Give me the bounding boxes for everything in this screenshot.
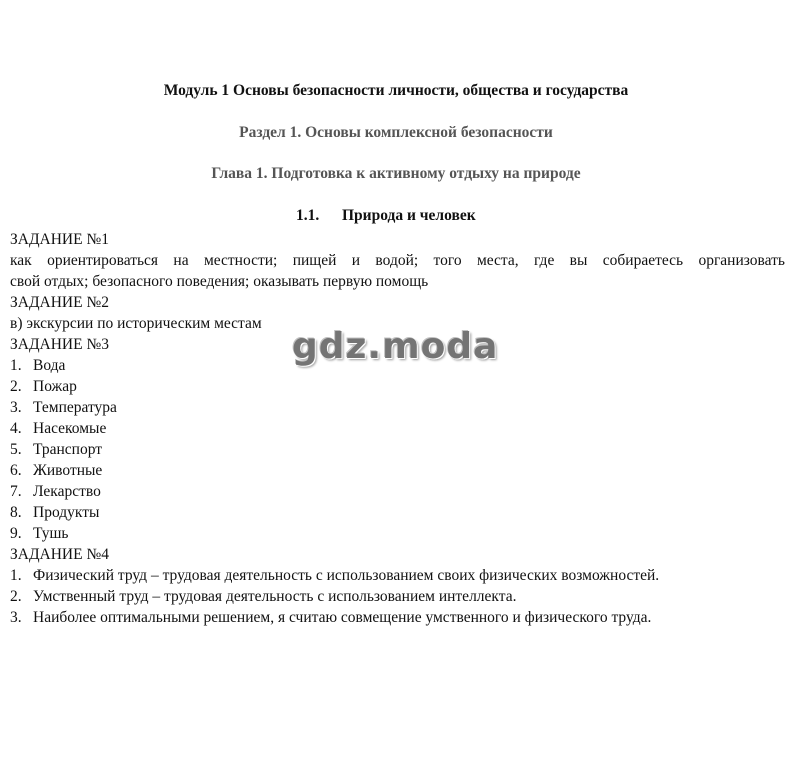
list-item: 5. Транспорт (10, 441, 103, 458)
task1-title: ЗАДАНИЕ №1 (10, 231, 109, 248)
list-item: 2. Умственный труд – трудовая деятельность с использованием интеллекта. (10, 588, 517, 605)
list-item: 4. Насекомые (10, 420, 107, 437)
list-item: 9. Тушь (10, 525, 69, 542)
task1-line-1: как ориентироваться на местности; пищей и водой; того места, где вы собираетесь организовать (10, 252, 785, 269)
list-item: 7. Лекарство (10, 483, 101, 500)
watermark-logo: gdz.moda (292, 326, 499, 367)
chapter-heading: Глава 1. Подготовка к активному отдыху на природе (211, 165, 581, 182)
list-item: 1. Физический труд – трудовая деятельность с использованием своих физических возможностей. (10, 567, 660, 584)
module-heading: Модуль 1 Основы безопасности личности, общества и государства (163, 82, 629, 99)
list-item: 3. Температура (10, 399, 117, 416)
task1-line-2: свой отдых; безопасного поведения; оказывать первую помощь (10, 273, 429, 290)
task2-title: ЗАДАНИЕ №2 (10, 294, 109, 311)
list-item: 2. Пожар (10, 378, 77, 395)
list-item: 1. Вода (10, 357, 66, 374)
task4-title: ЗАДАНИЕ №4 (10, 546, 109, 563)
list-item: 6. Животные (10, 462, 103, 479)
topic-heading (296, 207, 476, 225)
topic-title: Природа и человек (342, 207, 476, 224)
task3-title: ЗАДАНИЕ №3 (10, 336, 109, 353)
topic-number: 1.1. (296, 207, 320, 224)
task2-answer: в) экскурсии по историческим местам (10, 315, 262, 332)
answers-body (10, 229, 785, 628)
list-item: 8. Продукты (10, 504, 100, 521)
section-heading: Раздел 1. Основы комплексной безопасности (239, 124, 553, 141)
list-item: 3. Наиболее оптимальными решением, я считаю совмещение умственного и физического труда. (10, 609, 652, 626)
